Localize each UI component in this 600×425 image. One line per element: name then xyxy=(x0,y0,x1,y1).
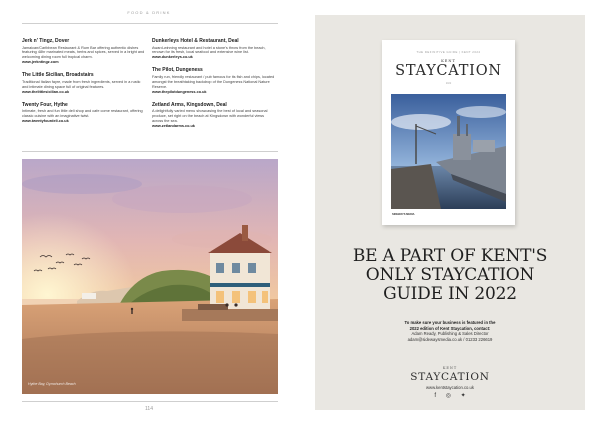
listing xyxy=(22,72,146,94)
beach-photo xyxy=(22,159,278,394)
page-number: 114 xyxy=(145,406,153,412)
contact-line: 2022 edition of Kent Staycation, contact: xyxy=(409,325,491,331)
listing xyxy=(22,38,146,65)
left-page xyxy=(0,0,298,425)
magazine-cover xyxy=(382,40,515,225)
listing-name: The Pilot, Dungeness xyxy=(152,67,203,74)
facebook-icon[interactable]: f xyxy=(434,393,437,399)
listings-column-1 xyxy=(22,38,146,131)
brand-kent: KENT xyxy=(442,366,458,370)
beach-scene-illustration xyxy=(22,159,278,394)
ship-illustration xyxy=(391,94,506,209)
right-page-advert xyxy=(315,15,585,410)
cover-title: STAYCATION xyxy=(395,63,502,79)
listing xyxy=(152,102,276,129)
headline-line: BE A PART OF KENT'S xyxy=(352,246,548,266)
advert-headline xyxy=(315,247,585,304)
listing-url[interactable]: www.zetlandarms.co.uk xyxy=(152,123,195,128)
listing-description: Family run, friendly restaurant / pub famous for its fish and chips, located amongst the breathtaking backdrop of the Dungeness National Nature Reserve. xyxy=(152,74,275,89)
listing xyxy=(152,67,276,94)
listing-name: Dunkerleys Hotel & Restaurant, Deal xyxy=(152,38,239,44)
listing-name: The Little Sicilian, Broadstairs xyxy=(22,72,94,79)
listing-name: Jerk n' Tingz, Dover xyxy=(22,38,70,44)
brand-logo: STAYCATION xyxy=(410,371,490,383)
listing-description: Intimate, fresh and fun little deli shop and cafe come restaurant, offering classic cuisine with an imaginative twist. xyxy=(22,109,143,118)
photo-credit: Hythe Bay, Dymchurch Beach xyxy=(28,382,76,386)
cover-year: 2022 xyxy=(445,82,452,85)
mid-divider xyxy=(22,151,278,152)
headline-line: ONLY STAYCATION xyxy=(365,265,535,285)
social-icons xyxy=(315,392,585,399)
listing-url[interactable]: www.thepilotdungeness.co.uk xyxy=(152,89,207,94)
listing-description: A delightfully varied menu showcasing the best of local and seasonal produce, set right on the beach at Kingsdown with wonderful views across the sea. xyxy=(152,109,268,123)
brand-url[interactable]: www.kentstaycation.co.uk xyxy=(426,385,474,390)
bottom-divider xyxy=(22,401,278,402)
listings-column-2 xyxy=(152,38,276,136)
top-divider xyxy=(22,23,278,24)
listing-name: Twenty Four, Hythe xyxy=(22,101,68,108)
listing-description: Jamaican/Caribbean Restaurant & Rum Bar offering authentic dishes featuring 48hr marinated meats, herbs and spices, served in a bright and welcoming dining room full tropical charm. xyxy=(22,45,145,60)
listing-url[interactable]: www.thelittlesicilian.co.uk xyxy=(22,89,70,94)
listing-url[interactable]: www.jerkntingz.com xyxy=(22,60,59,65)
instagram-icon[interactable]: ◎ xyxy=(445,393,451,399)
cover-tagline: THE DEFINITIVE GUIDE | KENT 2022 xyxy=(416,50,481,54)
listing-url[interactable]: www.twentyfourdeli.co.uk xyxy=(22,118,69,123)
cover-ship-photo xyxy=(391,94,506,209)
listing xyxy=(152,38,276,60)
cover-kent: KENT xyxy=(441,59,456,63)
listing-description: Traditional Italian fayre, made from fresh ingredients, served in a rustic and intimate dining space full of original features. xyxy=(22,79,141,89)
contact-line: To make sure your business is featured in the xyxy=(404,320,496,325)
headline-line: GUIDE IN 2022 xyxy=(383,284,517,304)
listing-url[interactable]: www.dunkerleys.co.uk xyxy=(152,55,193,60)
contact-name: Adam Ready, Publishing & Sales Director xyxy=(411,331,489,337)
listing-description: Award-winning restaurant and hotel a stone's throw from the beach, renown for its fresh, local seafood and extensive wine list. xyxy=(152,45,266,55)
contact-block xyxy=(315,320,585,342)
running-head: FOOD & DRINK xyxy=(127,10,171,15)
cover-publisher: SIDEWAYS MEDIA xyxy=(392,213,415,216)
listing xyxy=(22,102,146,124)
listing-name: Zetland Arms, Kingsdown, Deal xyxy=(152,101,227,108)
twitter-icon[interactable]: ✦ xyxy=(460,393,466,399)
contact-email-phone[interactable]: adam@sidewaysmedia.co.uk / 01233 226619 xyxy=(407,336,493,342)
